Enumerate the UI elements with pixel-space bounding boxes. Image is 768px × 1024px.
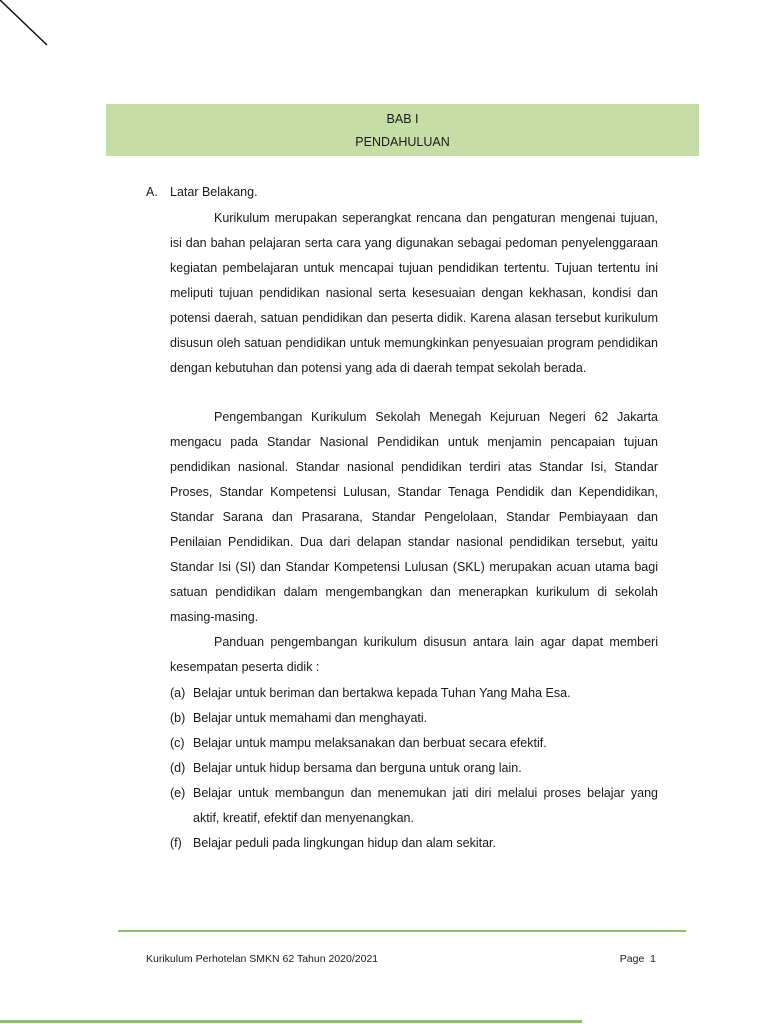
paragraph-2-block [170,405,658,630]
list-item [170,731,658,756]
section-letter: A. [146,185,158,199]
list-item-text: Belajar untuk memahami dan menghayati. [193,711,428,725]
list-item-label: (a) [170,686,186,700]
list-item-text: Belajar untuk membangun dan menemukan jati diri melalui proses belajar yang aktif, kreatif, efektif dan menyenangkan. [193,786,658,825]
list-item-label: (e) [170,786,186,800]
list-item-text: Belajar peduli pada lingkungan hidup dan alam sekitar. [193,836,496,850]
list-item-text: Belajar untuk beriman dan bertakwa kepada Tuhan Yang Maha Esa. [193,686,571,700]
bottom-rule [0,1020,582,1023]
list-item [170,706,658,731]
paragraph: Pengembangan Kurikulum Sekolah Menegah Kejuruan Negeri 62 Jakarta mengacu pada Standar Nasional Pendidikan untuk menjamin pencapaian tujuan pendidikan nasional. Standar nasional pendidikan terdiri atas Standar Isi, Standar Proses, Standar Kompetensi Lulusan, Standar Tenaga Pendidik dan Kependidikan, Standar Sarana dan Prasarana, Standar Pengelolaan, Standar Pembiayaan dan Penilaian Pendidikan. Dua dari delapan standar nasional pendidikan tersebut, yaitu Standar Isi (SI) dan Standar Kompetensi Lulusan (SKL) merupakan acuan utama bagi satuan pendidikan dalam mengembangkan dan menerapkan kurikulum di sekolah masing-masing. [170,410,658,624]
list-item-label: (b) [170,711,186,725]
paragraph-3-block [170,630,658,680]
list-item [170,781,658,831]
list-item [170,681,658,706]
paragraph: Panduan pengembangan kurikulum disusun antara lain agar dapat memberi kesempatan peserta didik : [170,635,658,674]
list-item-text: Belajar untuk mampu melaksanakan dan berbuat secara efektif. [193,736,547,750]
list-item-label: (c) [170,736,185,750]
footer-rule [118,930,686,932]
goal-list [170,681,658,856]
list-item-label: (d) [170,761,186,775]
paragraph: Kurikulum merupakan seperangkat rencana dan pengaturan mengenai tujuan, isi dan bahan pelajaran serta cara yang digunakan sebagai pedoman penyelenggaraan kegiatan pembelajaran untuk mencapai tujuan pendidikan tertentu. Tujuan tertentu ini meliputi tujuan pendidikan nasional serta kesesuaian dengan kekhasan, kondisi dan potensi daerah, satuan pendidikan dan peserta didik. Karena alasan tersebut kurikulum disusun oleh satuan pendidikan untuk memungkinkan penyesuaian program pendidikan dengan kebutuhan dan potensi yang ada di daerah tempat sekolah berada. [170,211,658,375]
list-item [170,831,658,856]
footer-document-title: Kurikulum Perhotelan SMKN 62 Tahun 2020/2021 [146,953,379,965]
footer-page-number: Page 1 [619,953,656,965]
section-heading [146,185,258,199]
corner-line [0,0,50,48]
chapter-title: PENDAHULUAN [355,135,450,149]
chapter-banner [106,104,699,156]
section-title: Latar Belakang. [170,185,258,199]
list-item-text: Belajar untuk hidup bersama dan berguna untuk orang lain. [193,761,522,775]
list-item-label: (f) [170,836,182,850]
paragraph-1-block [170,206,658,381]
list-item [170,756,658,781]
chapter-number: BAB I [386,112,419,126]
